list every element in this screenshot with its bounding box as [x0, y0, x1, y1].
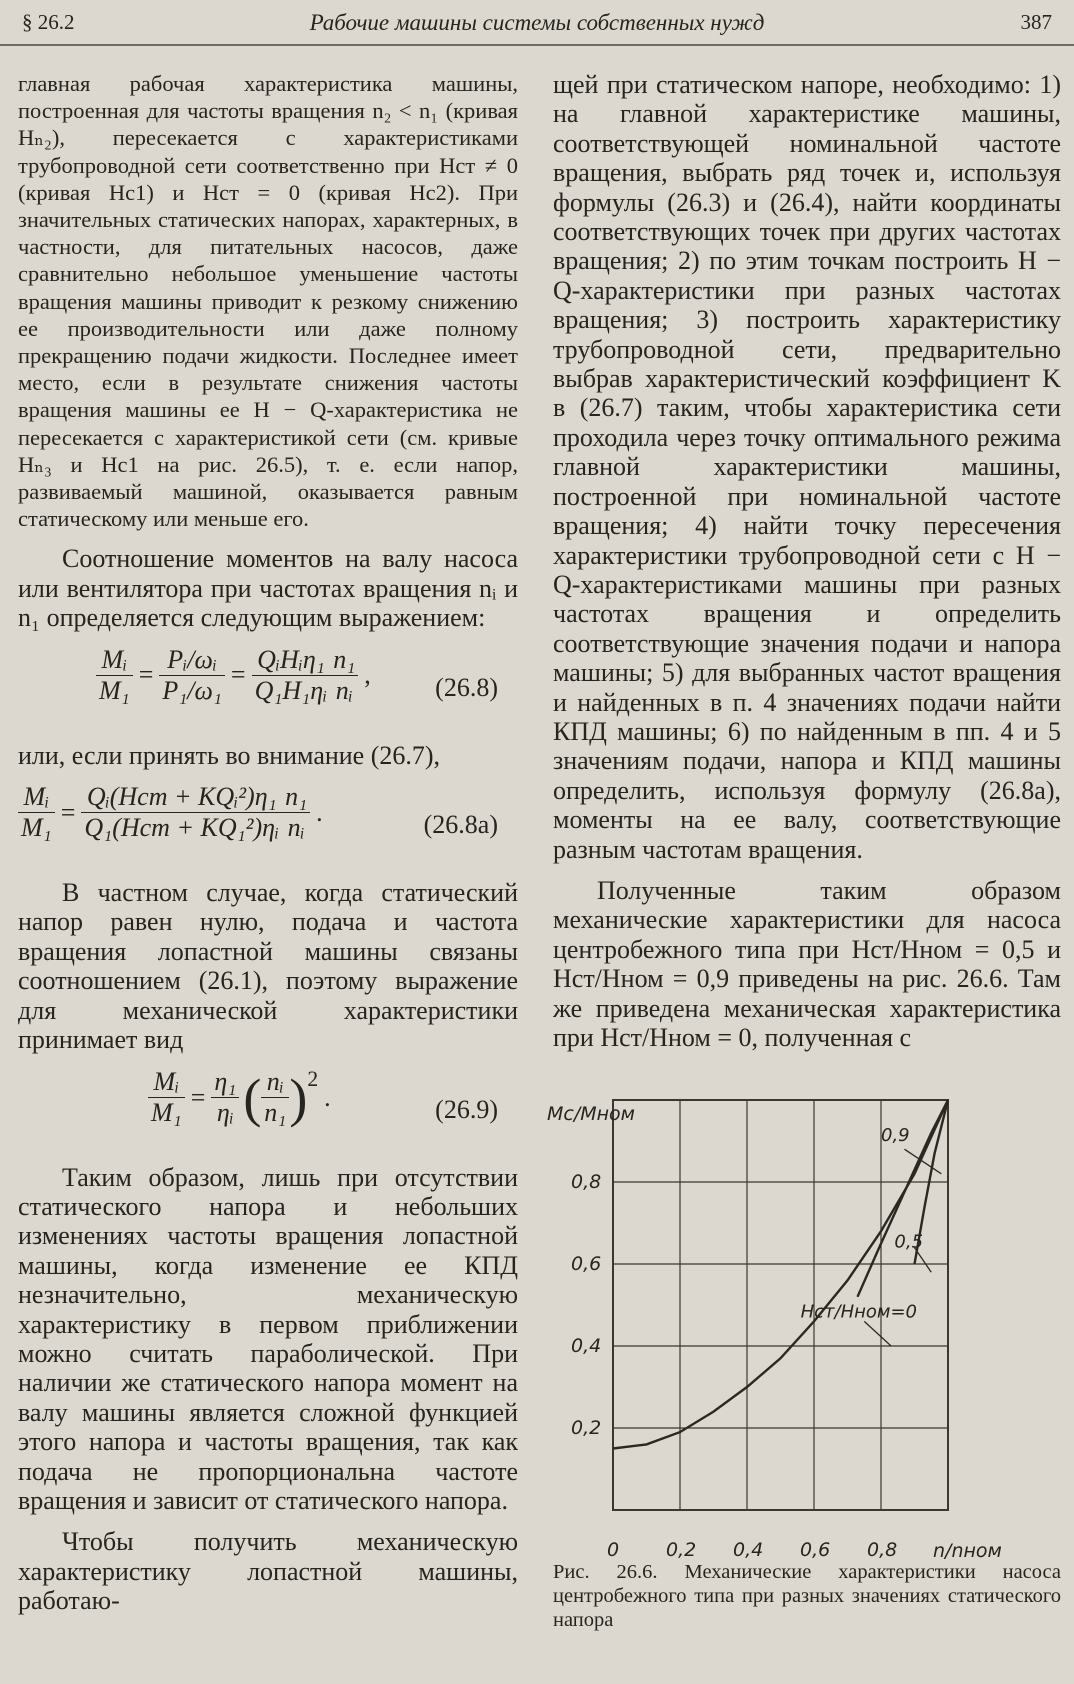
section-number: § 26.2 — [22, 10, 75, 34]
figure-caption: Рис. 26.6. Механические характеристики насоса центробежного типа при разных значениях статического напора — [553, 1561, 1061, 1631]
fraction: $\frac{\text{Mᵢ}}{\text{M₁}}$ — [96, 645, 133, 706]
y-tick-label: 0,8 — [571, 1171, 602, 1193]
paragraph: или, если принять во внимание (26.7), — [18, 740, 441, 770]
series-label: 0,9 — [881, 1125, 910, 1146]
paragraph: главная рабочая характеристика машины, построенная для частоты вращения n₂ < n₁ (кривая Hₙ₂), пересекается с характеристиками трубопроводной сети соответственно при Hст ≠ 0 (кривая Hс1) и Hст = 0 (кривая Hс2). При значительных статических напорах, характерных, в частности, для питательных насосов, даже сравнительно небольшое уменьшение частоты вращения машины приводит к резкому снижению ее производительности или даже полному прекращению подачи жидкости. Последнее имеет место, если в результате снижения частоты вращения машины ее H − Q-характеристика не пересекается с характеристикой сети (см. кривые Hₙ₃ и Hс1 на рис. 26.5), т. е. если напор, развиваемый машиной, оказывается равным статическому или меньше его. — [18, 71, 518, 532]
left-column — [18, 70, 518, 1628]
x-tick-label: 0,4 — [733, 1539, 764, 1561]
y-axis-label: Mс/Mном — [547, 1103, 636, 1125]
figure-26-6 — [547, 1080, 1061, 1660]
y-tick-label: 0,6 — [571, 1253, 602, 1275]
x-tick-label: 0,2 — [666, 1539, 697, 1561]
fraction: $\frac{\text{nᵢ}}{\text{n₁}}$ — [261, 1067, 289, 1128]
fraction: $\frac{\text{n₁}}{\text{nᵢ}}$ — [282, 782, 310, 843]
mechanical-characteristics-chart — [547, 1080, 1061, 1562]
formula-26-8a: $\frac{\text{Mᵢ}}{\text{M₁}}$ = $\frac{\text{Qᵢ(Hст + KQᵢ²)η₁}}{\text{Q₁(Hст + KQ₁²)ηᵢ}}$ $\frac{\text{n₁}}{\text{nᵢ}}$ . (26.8а) — [18, 782, 518, 866]
fraction: $\frac{\text{Pᵢ/ωᵢ}}{\text{P₁/ω₁}}$ — [159, 645, 225, 706]
equation-number: (26.8а) — [423, 810, 498, 840]
series-label: Hст/Hном=0 — [800, 1301, 918, 1323]
page-number: 387 — [1020, 10, 1052, 34]
fraction: $\frac{\text{η₁}}{\text{ηᵢ}}$ — [211, 1067, 239, 1128]
formula-26-8: $\frac{\text{Mᵢ}}{\text{M₁}}$ = $\frac{\text{Pᵢ/ωᵢ}}{\text{P₁/ω₁}}$ = $\frac{\text{QᵢHᵢη₁}}{\text{Q₁H₁ηᵢ}}$ $\frac{\text{n₁}}{\text{nᵢ}}$ , (26.8) — [18, 645, 518, 729]
fraction: $\frac{\text{Mᵢ}}{\text{M₁}}$ — [18, 782, 55, 843]
equation-number: (26.8) — [435, 672, 498, 702]
x-tick-label: 0,6 — [800, 1539, 831, 1561]
leader-line — [864, 1321, 891, 1346]
running-title: Рабочие машины системы собственных нужд — [309, 10, 765, 35]
paragraph: Чтобы получить механическую характеристику лопастной машины, работаю- — [18, 1527, 518, 1616]
fraction: $\frac{\text{n₁}}{\text{nᵢ}}$ — [330, 645, 358, 706]
x-axis-label: n/nном — [933, 1540, 1002, 1562]
running-header — [0, 0, 1074, 46]
fraction: $\frac{\text{Mᵢ}}{\text{M₁}}$ — [148, 1067, 185, 1128]
y-tick-label: 0,2 — [571, 1417, 602, 1439]
paragraph: В частном случае, когда статический напор равен нулю, подача и частота вращения лопастной машины связаны соотношением (26.1), поэтому выражение для механической характеристики принимает вид — [18, 878, 518, 1055]
formula-26-9: $\frac{\text{Mᵢ}}{\text{M₁}}$ = $\frac{\text{η₁}}{\text{ηᵢ}}$ ( $\frac{\text{nᵢ}}{\text{n₁}}$ )$^2$. (26.9) — [18, 1067, 518, 1151]
paragraph: щей при статическом напоре, необходимо: 1) на главной характеристике машины, соответствующей номинальной частоте вращения, выбрать ряд точек и, используя формулы (26.3) и (26.4), найти координаты соответствующих точек при других частотах вращения; 2) по этим точкам построить H − Q-характеристики при разных частотах вращения; 3) построить характеристику трубопроводной сети, предварительно выбрав характеристический коэффициент K в (26.7) таким, чтобы характеристика сети проходила через точку оптимального режима главной характеристики машины, построенной при номинальной частоте вращения; 4) найти точку пересечения характеристики трубопроводной сети с H − Q-характеристиками машины при разных частотах вращения и определить соответствующие значения подачи и напора машины; 5) для выбранных частот вращения и найденных в п. 4 значениях подачи найти КПД машины; 6) по найденным в пп. 4 и 5 значениям подачи, напора и КПД машины определить, используя формулу (26.8а), моменты на ее валу, соответствующие разным частотам вращения. — [553, 70, 1061, 864]
equation-number: (26.9) — [435, 1094, 498, 1124]
series-curve-0 — [613, 1100, 948, 1449]
paragraph: Полученные таким образом механические характеристики для насоса центробежного типа при Hст/Hном = 0,5 и Hст/Hном = 0,9 приведены на рис. 26.6. Там же приведена механическая характеристика при Hст/Hном = 0, полученная с — [553, 875, 1061, 1052]
series-label: 0,5 — [894, 1231, 924, 1253]
x-tick-label: 0 — [607, 1539, 620, 1561]
fraction: $\frac{\text{Qᵢ(Hст + KQᵢ²)η₁}}{\text{Q₁(Hст + KQ₁²)ηᵢ}}$ — [81, 782, 282, 843]
paragraph: Соотношение моментов на валу насоса или вентилятора при частотах вращения nᵢ и n₁ определяется следующим выражением: — [18, 544, 518, 633]
fraction: $\frac{\text{QᵢHᵢη₁}}{\text{Q₁H₁ηᵢ}}$ — [252, 645, 331, 706]
x-tick-label: 0,8 — [867, 1539, 898, 1561]
y-tick-label: 0,4 — [571, 1335, 602, 1357]
right-column — [553, 70, 1061, 1064]
paragraph: Таким образом, лишь при отсутствии статического напора и небольших изменениях частоты вращения лопастной машины, когда изменение ее КПД незначительно, механическую характеристику в первом приближении можно считать параболической. При наличии же статического напора момент на валу машины является сложной функцией этого напора и частоты вращения, так как подача не пропорциональна частоте вращения и зависит от статического напора. — [18, 1162, 518, 1515]
